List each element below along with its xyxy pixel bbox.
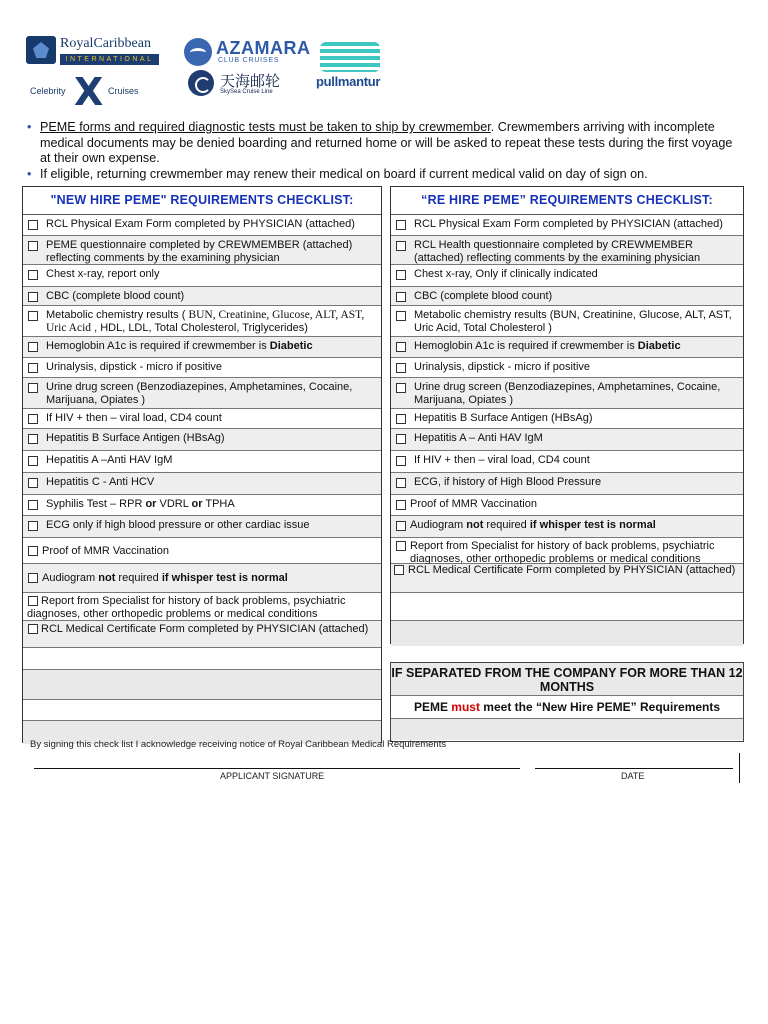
applicant-signature-label: APPLICANT SIGNATURE bbox=[220, 771, 325, 781]
checklist-label: Hepatitis A –Anti HAV IgM bbox=[46, 454, 173, 466]
checklist-label: Metabolic chemistry results (BUN, Creatinine, Glucose, ALT, AST, Uric Acid, Total Cholesterol ) bbox=[414, 309, 732, 334]
note-item bbox=[24, 167, 746, 183]
pullmantur-name: pullmantur bbox=[316, 74, 381, 89]
checklist-row bbox=[391, 287, 743, 306]
checklist-row bbox=[23, 236, 381, 265]
diabetic-text: Diabetic bbox=[637, 340, 681, 352]
audiogram-a: Audiogram bbox=[410, 519, 467, 531]
checkbox[interactable] bbox=[396, 220, 406, 230]
checklist-row bbox=[23, 378, 381, 409]
checklist-label bbox=[414, 340, 737, 353]
checklist-row bbox=[391, 538, 743, 564]
checklist-label: Urine drug screen (Benzodiazepines, Amphetamines, Cocaine, Marijuana, Opiates ) bbox=[46, 381, 353, 406]
checklist-label: If HIV + then – viral load, CD4 count bbox=[46, 412, 222, 424]
checklist-row bbox=[23, 215, 381, 236]
checklist-label: Urine drug screen (Benzodiazepines, Amphetamines, Cocaine, Marijuana, Opiates ) bbox=[414, 381, 721, 406]
checklist-label: Hepatitis B Surface Antigen (HBsAg) bbox=[414, 412, 593, 424]
royal-caribbean-name: RoyalCaribbean bbox=[60, 36, 151, 51]
note-text: If eligible, returning crewmember may renew their medical on board if current medical valid on day of sign on. bbox=[40, 166, 648, 181]
checklist-row bbox=[391, 306, 743, 337]
checklist-label: Chest x-ray, report only bbox=[46, 268, 160, 280]
bullet-icon: • bbox=[27, 120, 32, 134]
checklist-row bbox=[391, 516, 743, 538]
checkbox[interactable] bbox=[28, 546, 38, 556]
date-line[interactable] bbox=[535, 768, 733, 769]
note-text: . Crewmembers arriving with incomplete medical documents may be denied boarding and returned home or will be asked to repeat these tests during the first voyage at their own expense. bbox=[40, 120, 733, 165]
azamara-sub: CLUB CRUISES bbox=[218, 57, 280, 64]
checkbox[interactable] bbox=[396, 434, 406, 444]
audiogram-b: required bbox=[115, 572, 162, 584]
checklist-row bbox=[23, 621, 381, 648]
checklist-label bbox=[46, 309, 375, 334]
checklist-row bbox=[23, 516, 381, 538]
logo-strip bbox=[24, 34, 404, 114]
checklist-label: Hepatitis A – Anti HAV IgM bbox=[414, 432, 543, 444]
checklist-row bbox=[391, 495, 743, 516]
instructions bbox=[24, 120, 746, 182]
checklist-label: Report from Specialist for history of back problems, psychiatric diagnoses, other orthopedic problems or medical conditions bbox=[27, 595, 346, 620]
acknowledgement-text: By signing this check list I acknowledge receiving notice of Royal Caribbean Medical Requirements bbox=[30, 739, 447, 750]
checklist-row bbox=[391, 564, 743, 593]
checklist-row bbox=[23, 495, 381, 516]
royal-caribbean-sub: INTERNATIONAL bbox=[60, 54, 159, 65]
checkbox[interactable] bbox=[28, 434, 38, 444]
checklist-row bbox=[23, 451, 381, 473]
re-hire-title: “RE HIRE PEME” REQUIREMENTS CHECKLIST: bbox=[391, 187, 743, 215]
checkbox[interactable] bbox=[28, 573, 38, 583]
skysea-chinese: 天海邮轮 bbox=[220, 72, 281, 90]
checklist-row bbox=[23, 429, 381, 451]
checkbox[interactable] bbox=[28, 220, 38, 230]
checklist-label: If HIV + then – viral load, CD4 count bbox=[414, 454, 590, 466]
celebrity-right: Cruises bbox=[108, 86, 139, 96]
azamara-name: AZAMARA bbox=[216, 38, 311, 58]
checkbox[interactable] bbox=[396, 521, 406, 531]
skysea-emblem-icon bbox=[188, 70, 214, 96]
checklist-label: Hepatitis B Surface Antigen (HBsAg) bbox=[46, 432, 225, 444]
empty-row bbox=[391, 621, 743, 646]
checkbox[interactable] bbox=[396, 342, 406, 352]
separated-must: must bbox=[451, 700, 480, 714]
audiogram-not: not bbox=[98, 572, 116, 584]
pullmantur-logo bbox=[314, 42, 394, 102]
crown-anchor-icon bbox=[26, 36, 56, 64]
checkbox[interactable] bbox=[28, 383, 38, 393]
checklist-label: Urinalysis, dipstick - micro if positive bbox=[46, 361, 223, 373]
hba1c-text: Hemoglobin A1c is required if crewmember is bbox=[46, 340, 270, 352]
checkbox[interactable] bbox=[28, 414, 38, 424]
checkbox[interactable] bbox=[396, 383, 406, 393]
checklist-row bbox=[391, 358, 743, 378]
audiogram-c: if whisper test is normal bbox=[529, 519, 656, 531]
azamara-emblem-icon bbox=[184, 38, 212, 66]
separated-body bbox=[391, 696, 743, 719]
bullet-icon: • bbox=[27, 166, 32, 181]
checklist-row bbox=[23, 564, 381, 593]
checklist-row bbox=[391, 215, 743, 236]
checklist-row bbox=[391, 409, 743, 429]
skysea-english: SkySea Cruise Line bbox=[220, 89, 273, 95]
separated-notice bbox=[390, 662, 744, 742]
checkbox[interactable] bbox=[28, 478, 38, 488]
checkbox[interactable] bbox=[28, 270, 38, 280]
checklist-label: Proof of MMR Vaccination bbox=[42, 545, 169, 557]
separated-body-b: meet the “New Hire PEME” Requirements bbox=[479, 700, 721, 714]
audiogram-a: Audiogram bbox=[42, 572, 99, 584]
applicant-signature-line[interactable] bbox=[34, 768, 520, 769]
celebrity-logo bbox=[24, 70, 154, 114]
checklist-row bbox=[391, 236, 743, 265]
checkbox[interactable] bbox=[28, 342, 38, 352]
empty-row bbox=[391, 593, 743, 621]
checklist-row bbox=[391, 265, 743, 287]
checkbox[interactable] bbox=[28, 241, 38, 251]
royal-caribbean-logo bbox=[24, 34, 166, 68]
checkbox[interactable] bbox=[396, 311, 406, 321]
separated-body-a: PEME bbox=[413, 700, 452, 714]
empty-row bbox=[23, 700, 381, 721]
checklist-label: RCL Physical Exam Form completed by PHYSICIAN (attached) bbox=[414, 218, 723, 230]
empty-row bbox=[23, 670, 381, 700]
metabolic-prefix: Metabolic chemistry results ( bbox=[46, 309, 189, 321]
checklist-label: Report from Specialist for history of back problems, psychiatric diagnoses, other orthopedic problems or medical conditions bbox=[410, 540, 715, 565]
checkbox[interactable] bbox=[396, 241, 406, 251]
checkbox[interactable] bbox=[28, 363, 38, 373]
date-label: DATE bbox=[621, 771, 645, 781]
celebrity-x-icon: X bbox=[74, 70, 104, 114]
new-hire-checklist bbox=[22, 186, 382, 743]
checklist-row bbox=[23, 473, 381, 495]
empty-row bbox=[23, 648, 381, 670]
checklist-row bbox=[23, 538, 381, 564]
checkbox[interactable] bbox=[396, 270, 406, 280]
audiogram-c: if whisper test is normal bbox=[161, 572, 288, 584]
syphilis-or: or bbox=[145, 498, 157, 510]
checklist-label: RCL Physical Exam Form completed by PHYSICIAN (attached) bbox=[46, 218, 355, 230]
diabetic-text: Diabetic bbox=[269, 340, 313, 352]
checkbox[interactable] bbox=[396, 478, 406, 488]
checklist-row bbox=[23, 593, 381, 621]
checklist-row bbox=[23, 306, 381, 337]
checklist-label: CBC (complete blood count) bbox=[46, 290, 185, 302]
checklist-row bbox=[391, 473, 743, 495]
checklist-row bbox=[23, 337, 381, 358]
checklist-label: Urinalysis, dipstick - micro if positive bbox=[414, 361, 591, 373]
checklist-label: CBC (complete blood count) bbox=[414, 290, 553, 302]
skysea-logo bbox=[184, 70, 304, 100]
syphilis-b: VDRL bbox=[156, 498, 192, 510]
checklist-label: Proof of MMR Vaccination bbox=[410, 498, 537, 510]
metabolic-suffix: , HDL, LDL, Total Cholesterol, Triglycerides) bbox=[91, 321, 308, 334]
pullmantur-waves-icon bbox=[320, 42, 380, 72]
checklist-label bbox=[42, 572, 375, 585]
checkbox[interactable] bbox=[396, 500, 406, 510]
checkbox[interactable] bbox=[28, 456, 38, 466]
new-hire-title: "NEW HIRE PEME" REQUIREMENTS CHECKLIST: bbox=[23, 187, 381, 215]
metabolic-serif: BUN, Creatinine, Glucose, ALT, AST, Uric Acid bbox=[46, 309, 365, 334]
checkbox[interactable] bbox=[28, 521, 38, 531]
re-hire-checklist bbox=[390, 186, 744, 644]
checklist-label: PEME questionnaire completed by CREWMEMBER (attached) reflecting comments by the examining physician bbox=[46, 239, 353, 264]
checkbox[interactable] bbox=[396, 363, 406, 373]
note-underlined: PEME forms and required diagnostic tests must be taken to ship by crewmember bbox=[40, 120, 491, 134]
checkbox[interactable] bbox=[396, 292, 406, 302]
checkbox[interactable] bbox=[396, 456, 406, 466]
checklist-row bbox=[391, 451, 743, 473]
checklist-label: RCL Medical Certificate Form completed by PHYSICIAN (attached) bbox=[41, 623, 369, 635]
divider bbox=[739, 753, 740, 783]
checklist-row bbox=[23, 358, 381, 378]
checklist-row bbox=[391, 429, 743, 451]
separated-heading: IF SEPARATED FROM THE COMPANY FOR MORE THAN 12 MONTHS bbox=[391, 663, 743, 696]
checkbox[interactable] bbox=[28, 292, 38, 302]
azamara-logo bbox=[182, 38, 311, 68]
note-item bbox=[24, 120, 746, 167]
audiogram-not: not bbox=[466, 519, 484, 531]
celebrity-left: Celebrity bbox=[30, 86, 66, 96]
checkbox[interactable] bbox=[396, 414, 406, 424]
checklist-row bbox=[23, 265, 381, 287]
checklist-row bbox=[391, 378, 743, 409]
empty-row bbox=[391, 719, 743, 740]
syphilis-or: or bbox=[191, 498, 203, 510]
checklist-label bbox=[46, 340, 375, 353]
checklist-row bbox=[23, 287, 381, 306]
checklist-row bbox=[23, 409, 381, 429]
checkbox[interactable] bbox=[28, 311, 38, 321]
checklist-label: ECG, if history of High Blood Pressure bbox=[414, 476, 602, 488]
checklist-label: RCL Medical Certificate Form completed by PHYSICIAN (attached) bbox=[408, 564, 736, 576]
hba1c-text: Hemoglobin A1c is required if crewmember is bbox=[414, 340, 638, 352]
syphilis-a: Syphilis Test – RPR bbox=[46, 498, 146, 510]
checklist-label bbox=[410, 519, 737, 532]
checkbox[interactable] bbox=[28, 500, 38, 510]
checklist-label: Chest x-ray, Only if clinically indicated bbox=[414, 268, 598, 280]
checklist-label: Hepatitis C - Anti HCV bbox=[46, 476, 155, 488]
audiogram-b: required bbox=[483, 519, 530, 531]
syphilis-c: TPHA bbox=[202, 498, 235, 510]
checklist-label: RCL Health questionnaire completed by CREWMEMBER (attached) reflecting comments by the examining physician bbox=[414, 239, 701, 264]
checkbox[interactable] bbox=[396, 541, 406, 551]
checklist-label: ECG only if high blood pressure or other cardiac issue bbox=[46, 519, 310, 531]
checklist-row bbox=[391, 337, 743, 358]
checklist-label bbox=[46, 498, 375, 511]
